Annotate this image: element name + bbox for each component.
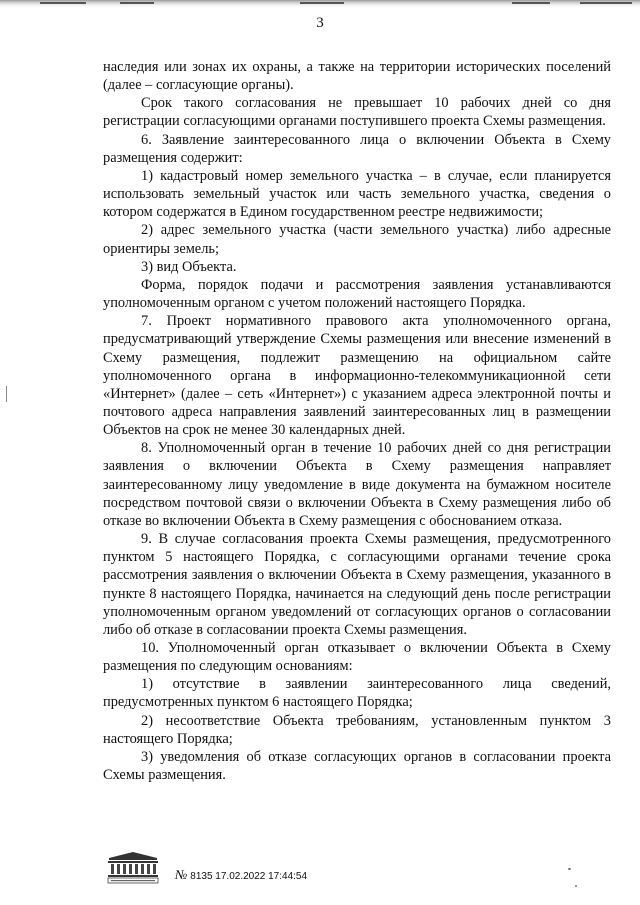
paragraph: 6. Заявление заинтересованного лица о включении Объекта в Схему размещения содержит: [103, 131, 611, 166]
stamp-logo-icon [103, 849, 163, 885]
scan-artifact [300, 2, 344, 4]
paragraph: 7. Проект нормативного правового акта уполномоченного органа, предусматривающий утверждение Схемы размещения или внесение изменений в Схему размещения, подлежит размещению на официальном сайте уполномоченного органа в информационно-телекоммуникационной сети «Интернет» (далее – сеть «Интернет») с указанием адреса электронной почты и почтового адреса направления заявлений заинтересованных лиц в размещении Объектов на срок не менее 30 календарных дней. [103, 313, 611, 439]
scan-artifact [512, 2, 550, 4]
page-number: 3 [316, 15, 324, 31]
paragraph: 2) несоответствие Объекта требованиям, установленным пунктом 3 настоящего Порядка; [103, 712, 611, 747]
scan-artifact [580, 2, 632, 4]
paragraph: 3) уведомления об отказе согласующих органов в согласовании проекта Схемы размещения. [103, 748, 611, 784]
document-body [103, 58, 611, 784]
scan-speck [575, 885, 577, 887]
scan-artifact [40, 2, 86, 4]
scan-speck [568, 868, 571, 870]
paragraph: 1) отсутствие в заявлении заинтересованного лица сведений, предусмотренных пунктом 6 настоящего Порядка; [103, 676, 611, 711]
paragraph: Срок такого согласования не превышает 10 рабочих дней со дня регистрации согласующими органами поступившего проекта Схемы размещения. [103, 95, 611, 130]
paragraph: 1) кадастровый номер земельного участка – в случае, если планируется использовать земельный участок или часть земельного участка, сведения о котором содержатся в Едином государственном реестре недвижимости; [103, 167, 611, 221]
paragraph: Форма, порядок подачи и рассмотрения заявления устанавливаются уполномоченным органом с учетом положений настоящего Порядка. [103, 276, 611, 312]
paragraph: наследия или зонах их охраны, а также на территории исторических поселений (далее – согласующие органы). [103, 59, 611, 94]
scan-artifact [120, 2, 154, 4]
paragraph: 3) вид Объекта. [141, 258, 237, 275]
document-stamp [103, 849, 523, 889]
registration-stamp [175, 869, 307, 883]
paragraph: 2) адрес земельного участка (части земельного участка) либо адресные ориентиры земель; [103, 222, 611, 257]
paragraph: 9. В случае согласования проекта Схемы размещения, предусмотренного пунктом 5 настоящего Порядка, с согласующими органами течение срока рассмотрения заявления о включении Объекта в Схему размещения, указанного в пункте 8 настоящего Порядка, начинается на следующий день после регистрации уполномоченным органом уведомлений от согласующих органов о согласовании либо об отказе в согласовании проекта Схемы размещения. [103, 531, 611, 638]
registration-glyph: № [175, 867, 188, 882]
paragraph: 8. Уполномоченный орган в течение 10 рабочих дней со дня регистрации заявления о включении Объекта в Схему размещения направляет заинтересованному лицу уведомление в виде документа на бумажном носителе посредством почтовой связи о включении Объекта в Схему размещения либо об отказе во включении Объекта в Схему размещения с обоснованием отказа. [103, 440, 611, 529]
registration-code: 8135 17.02.2022 17:44:54 [190, 871, 308, 882]
margin-mark [6, 386, 7, 402]
paragraph: 10. Уполномоченный орган отказывает о включении Объекта в Схему размещения по следующим основаниям: [103, 640, 611, 675]
